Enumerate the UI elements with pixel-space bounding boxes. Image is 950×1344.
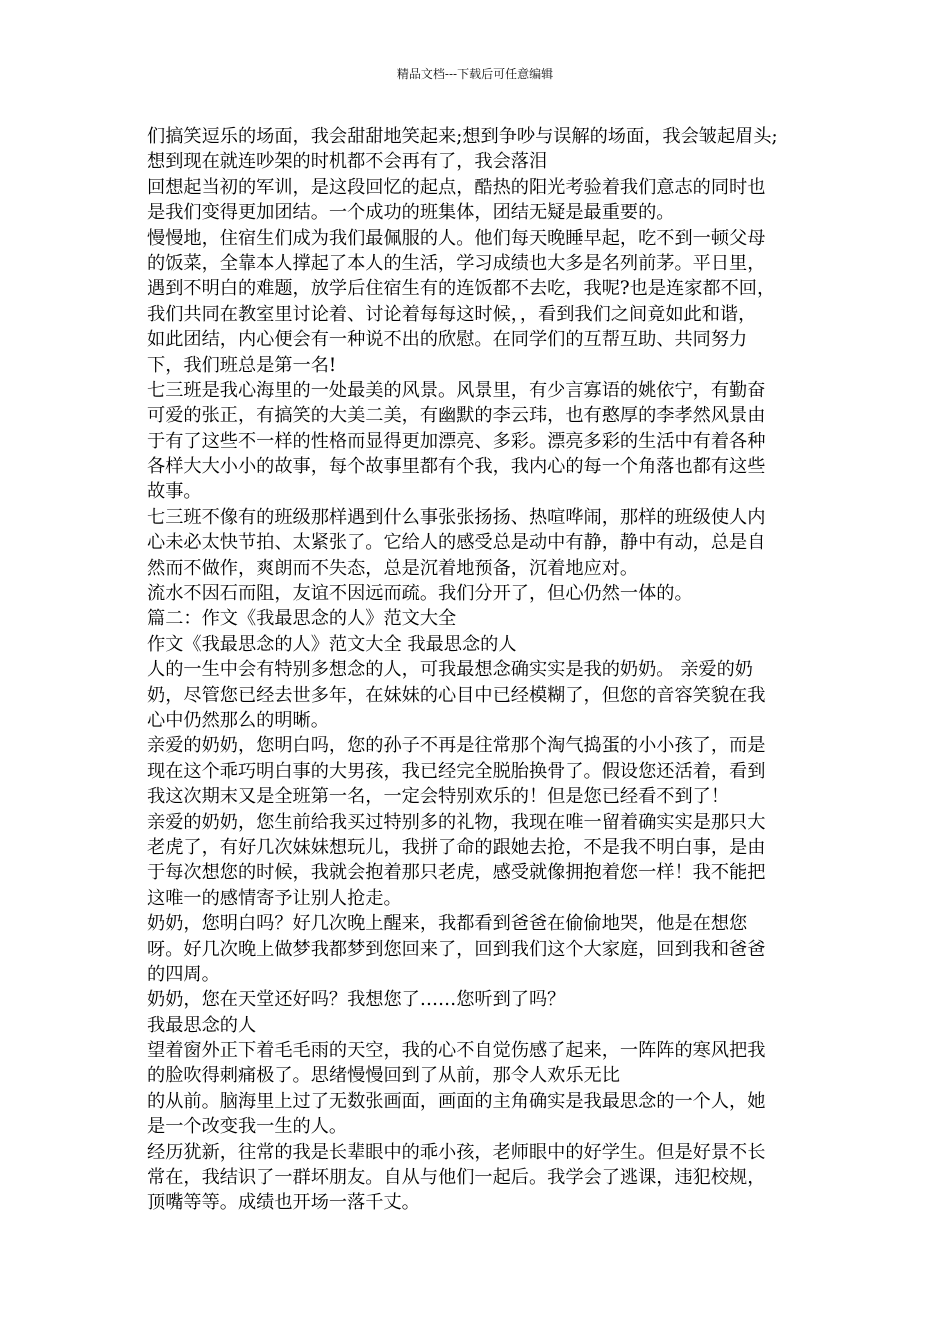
text-line: 顶嘴等等。成绩也开场一落千丈。 bbox=[147, 1192, 420, 1214]
text-line: 经历犹新，往常的我是长辈眼中的乖小孩，老师眼中的好学生。但是好景不长 bbox=[147, 1141, 766, 1163]
text-line: 如此团结，内心便会有一种说不出的欣慰。在同学们的互帮互助、共同努力 bbox=[147, 329, 748, 351]
text-line: 心未必太快节拍、太紧张了。它给人的感受总是动中有静，静中有动，总是自 bbox=[147, 532, 766, 554]
text-line: 篇二：作文《我最思念的人》范文大全 bbox=[147, 608, 457, 630]
text-line: 是我们变得更加团结。一个成功的班集体，团结无疑是最重要的。 bbox=[147, 202, 675, 224]
text-line: 心中仍然那么的明晰。 bbox=[147, 709, 329, 731]
text-line: 各样大大小小的故事，每个故事里都有个我，我内心的每一个角落也都有这些 bbox=[147, 456, 766, 478]
text-line: 我这次期末又是全班第一名，一定会特别欢乐的！但是您已经看不到了！ bbox=[147, 786, 730, 808]
text-line: 我最思念的人 bbox=[147, 1014, 257, 1036]
text-line: 七三班不像有的班级那样遇到什么事张张扬扬、热喧哗闹，那样的班级使人内 bbox=[147, 506, 766, 528]
text-line: 七三班是我心海里的一处最美的风景。风景里，有少言寡语的姚依宁，有勤奋 bbox=[147, 379, 766, 401]
text-line: 流水不因石而阻，友谊不因远而疏。我们分开了，但心仍然一体的。 bbox=[147, 583, 693, 605]
text-line: 的从前。脑海里上过了无数张画面，画面的主角确实是我最思念的一个人，她 bbox=[147, 1090, 766, 1112]
text-line: 呀。好几次晚上做梦我都梦到您回来了，回到我们这个大家庭，回到我和爸爸 bbox=[147, 938, 766, 960]
text-line: 然而不做作，爽朗而不失态，总是沉着地预备，沉着地应对。 bbox=[147, 557, 639, 579]
text-line: 奶奶，您明白吗？好几次晚上醒来，我都看到爸爸在偷偷地哭，他是在想您 bbox=[147, 913, 748, 935]
text-line: 遇到不明白的难题，放学后住宿生有的连饭都不去吃，我呢?也是连家都不回， bbox=[147, 278, 776, 300]
text-line: 老虎了，有好几次妹妹想玩儿，我拼了命的跟她去抢，不是我不明白事，是由 bbox=[147, 836, 766, 858]
text-line: 奶奶，您在天堂还好吗？我想您了……您听到了吗？ bbox=[147, 989, 566, 1011]
text-line: 下，我们班总是第一名! bbox=[147, 354, 337, 376]
document-body bbox=[147, 124, 812, 1216]
text-line: 的脸吹得刺痛极了。思绪慢慢回到了从前，那令人欢乐无比 bbox=[147, 1065, 620, 1087]
text-line: 亲爱的奶奶，您生前给我买过特别多的礼物，我现在唯一留着确实实是那只大 bbox=[147, 811, 766, 833]
text-line: 们搞笑逗乐的场面，我会甜甜地笑起来;想到争吵与误解的场面，我会皱起眉头; bbox=[147, 126, 778, 147]
text-line: 亲爱的奶奶，您明白吗，您的孙子不再是往常那个淘气捣蛋的小小孩了，而是 bbox=[147, 735, 766, 757]
text-line: 回想起当初的军训，是这段回忆的起点，酷热的阳光考验着我们意志的同时也 bbox=[147, 176, 766, 198]
text-line: 我们共同在教室里讨论着、讨论着每每这时候，，看到我们之间竟如此和谐， bbox=[147, 303, 757, 325]
text-line: 故事。 bbox=[147, 481, 202, 503]
text-line: 的四周。 bbox=[147, 963, 220, 985]
text-line: 作文《我最思念的人》范文大全 我最思念的人 bbox=[147, 633, 517, 655]
text-line: 现在这个乖巧明白事的大男孩，我已经完全脱胎换骨了。假设您还活着，看到 bbox=[147, 760, 766, 782]
page-header: 精品文档---下载后可任意编辑 bbox=[396, 67, 554, 81]
text-line: 奶，尽管您已经去世多年，在妹妹的心目中已经模糊了，但您的音容笑貌在我 bbox=[147, 684, 766, 706]
text-line: 可爱的张正，有搞笑的大美二美，有幽默的李云玮，也有憨厚的李孝然风景由 bbox=[147, 405, 766, 427]
text-line: 于每次想您的时候，我就会抱着那只老虎，感受就像拥抱着您一样！我不能把 bbox=[147, 862, 766, 884]
text-line: 想到现在就连吵架的时机都不会再有了，我会落泪 bbox=[147, 151, 548, 173]
text-line: 是一个改变我一生的人。 bbox=[147, 1116, 348, 1138]
text-line: 人的一生中会有特别多想念的人，可我最想念确实实是我的奶奶。 亲爱的奶 bbox=[147, 659, 753, 681]
text-line: 这唯一的感情寄予让别人抢走。 bbox=[147, 887, 402, 909]
text-line: 于有了这些不一样的性格而显得更加漂亮、多彩。漂亮多彩的生活中有着各种 bbox=[147, 430, 766, 452]
text-line: 常在，我结识了一群坏朋友。自从与他们一起后。我学会了逃课，违犯校规， bbox=[147, 1167, 766, 1189]
text-line: 慢慢地，住宿生们成为我们最佩服的人。他们每天晚睡早起，吃不到一顿父母 bbox=[147, 227, 766, 249]
text-line: 望着窗外正下着毛毛雨的天空，我的心不自觉伤感了起来，一阵阵的寒风把我 bbox=[147, 1040, 766, 1062]
text-line: 的饭菜，全靠本人撑起了本人的生活，学习成绩也大多是名列前茅。平日里， bbox=[147, 252, 766, 274]
